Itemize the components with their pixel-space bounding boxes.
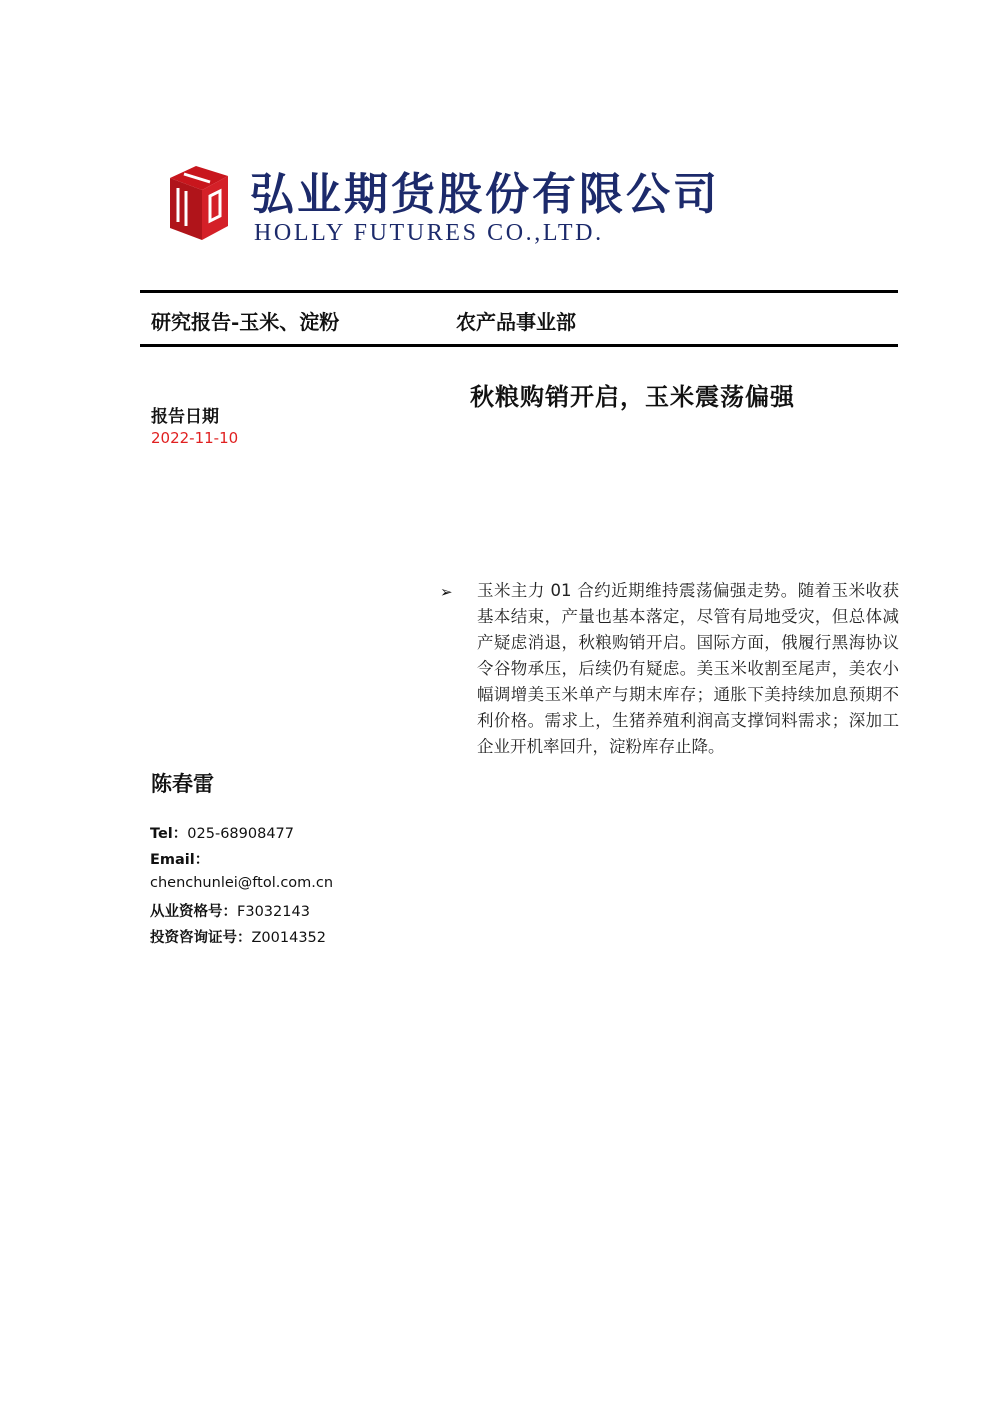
report-type: 研究报告-玉米、淀粉 <box>151 310 340 334</box>
author-tel <box>150 822 294 843</box>
header-rule-bottom <box>140 344 898 347</box>
report-summary: 玉米主力 01 合约近期维持震荡偏强走势。随着玉米收获基本结束，产量也基本落定，尽管有局地受灾，但总体减产疑虑消退，秋粮购销开启。国际方面，俄履行黑海协议令谷物承压，后续仍有疑虑。美玉米收割至尾声，美农小幅调增美玉米单产与期末库存；通胀下美持续加息预期不利价格。需求上，生猪养殖利润高支撑饲料需求；深加工企业开机率回升，淀粉库存止降。 <box>477 581 899 756</box>
report-date: 2022-11-10 <box>151 429 239 447</box>
author-qualification <box>150 900 310 921</box>
company-logo-mark <box>166 160 232 242</box>
author-name: 陈春雷 <box>151 771 214 796</box>
department: 农产品事业部 <box>456 310 576 334</box>
header-rule-top <box>140 290 898 293</box>
email-label: Email： <box>150 852 210 868</box>
tel-value: 025-68908477 <box>187 826 294 842</box>
report-title: 秋粮购销开启，玉米震荡偏强 <box>470 382 795 411</box>
bullet-arrow-icon: ➢ <box>440 583 453 601</box>
qualification-label: 从业资格号： <box>150 904 237 920</box>
company-name-cn: 弘业期货股份有限公司 <box>250 169 720 220</box>
consult-value: Z0014352 <box>251 930 327 946</box>
author-email-label-row <box>150 848 209 869</box>
author-consult-cert <box>150 926 326 947</box>
report-date-label: 报告日期 <box>151 407 219 427</box>
author-email: chenchunlei@ftol.com.cn <box>150 875 334 891</box>
company-name-en: HOLLY FUTURES CO.,LTD. <box>254 220 604 246</box>
qualification-value: F3032143 <box>237 904 310 920</box>
tel-label: Tel： <box>150 826 188 842</box>
consult-label: 投资咨询证号： <box>150 930 252 946</box>
